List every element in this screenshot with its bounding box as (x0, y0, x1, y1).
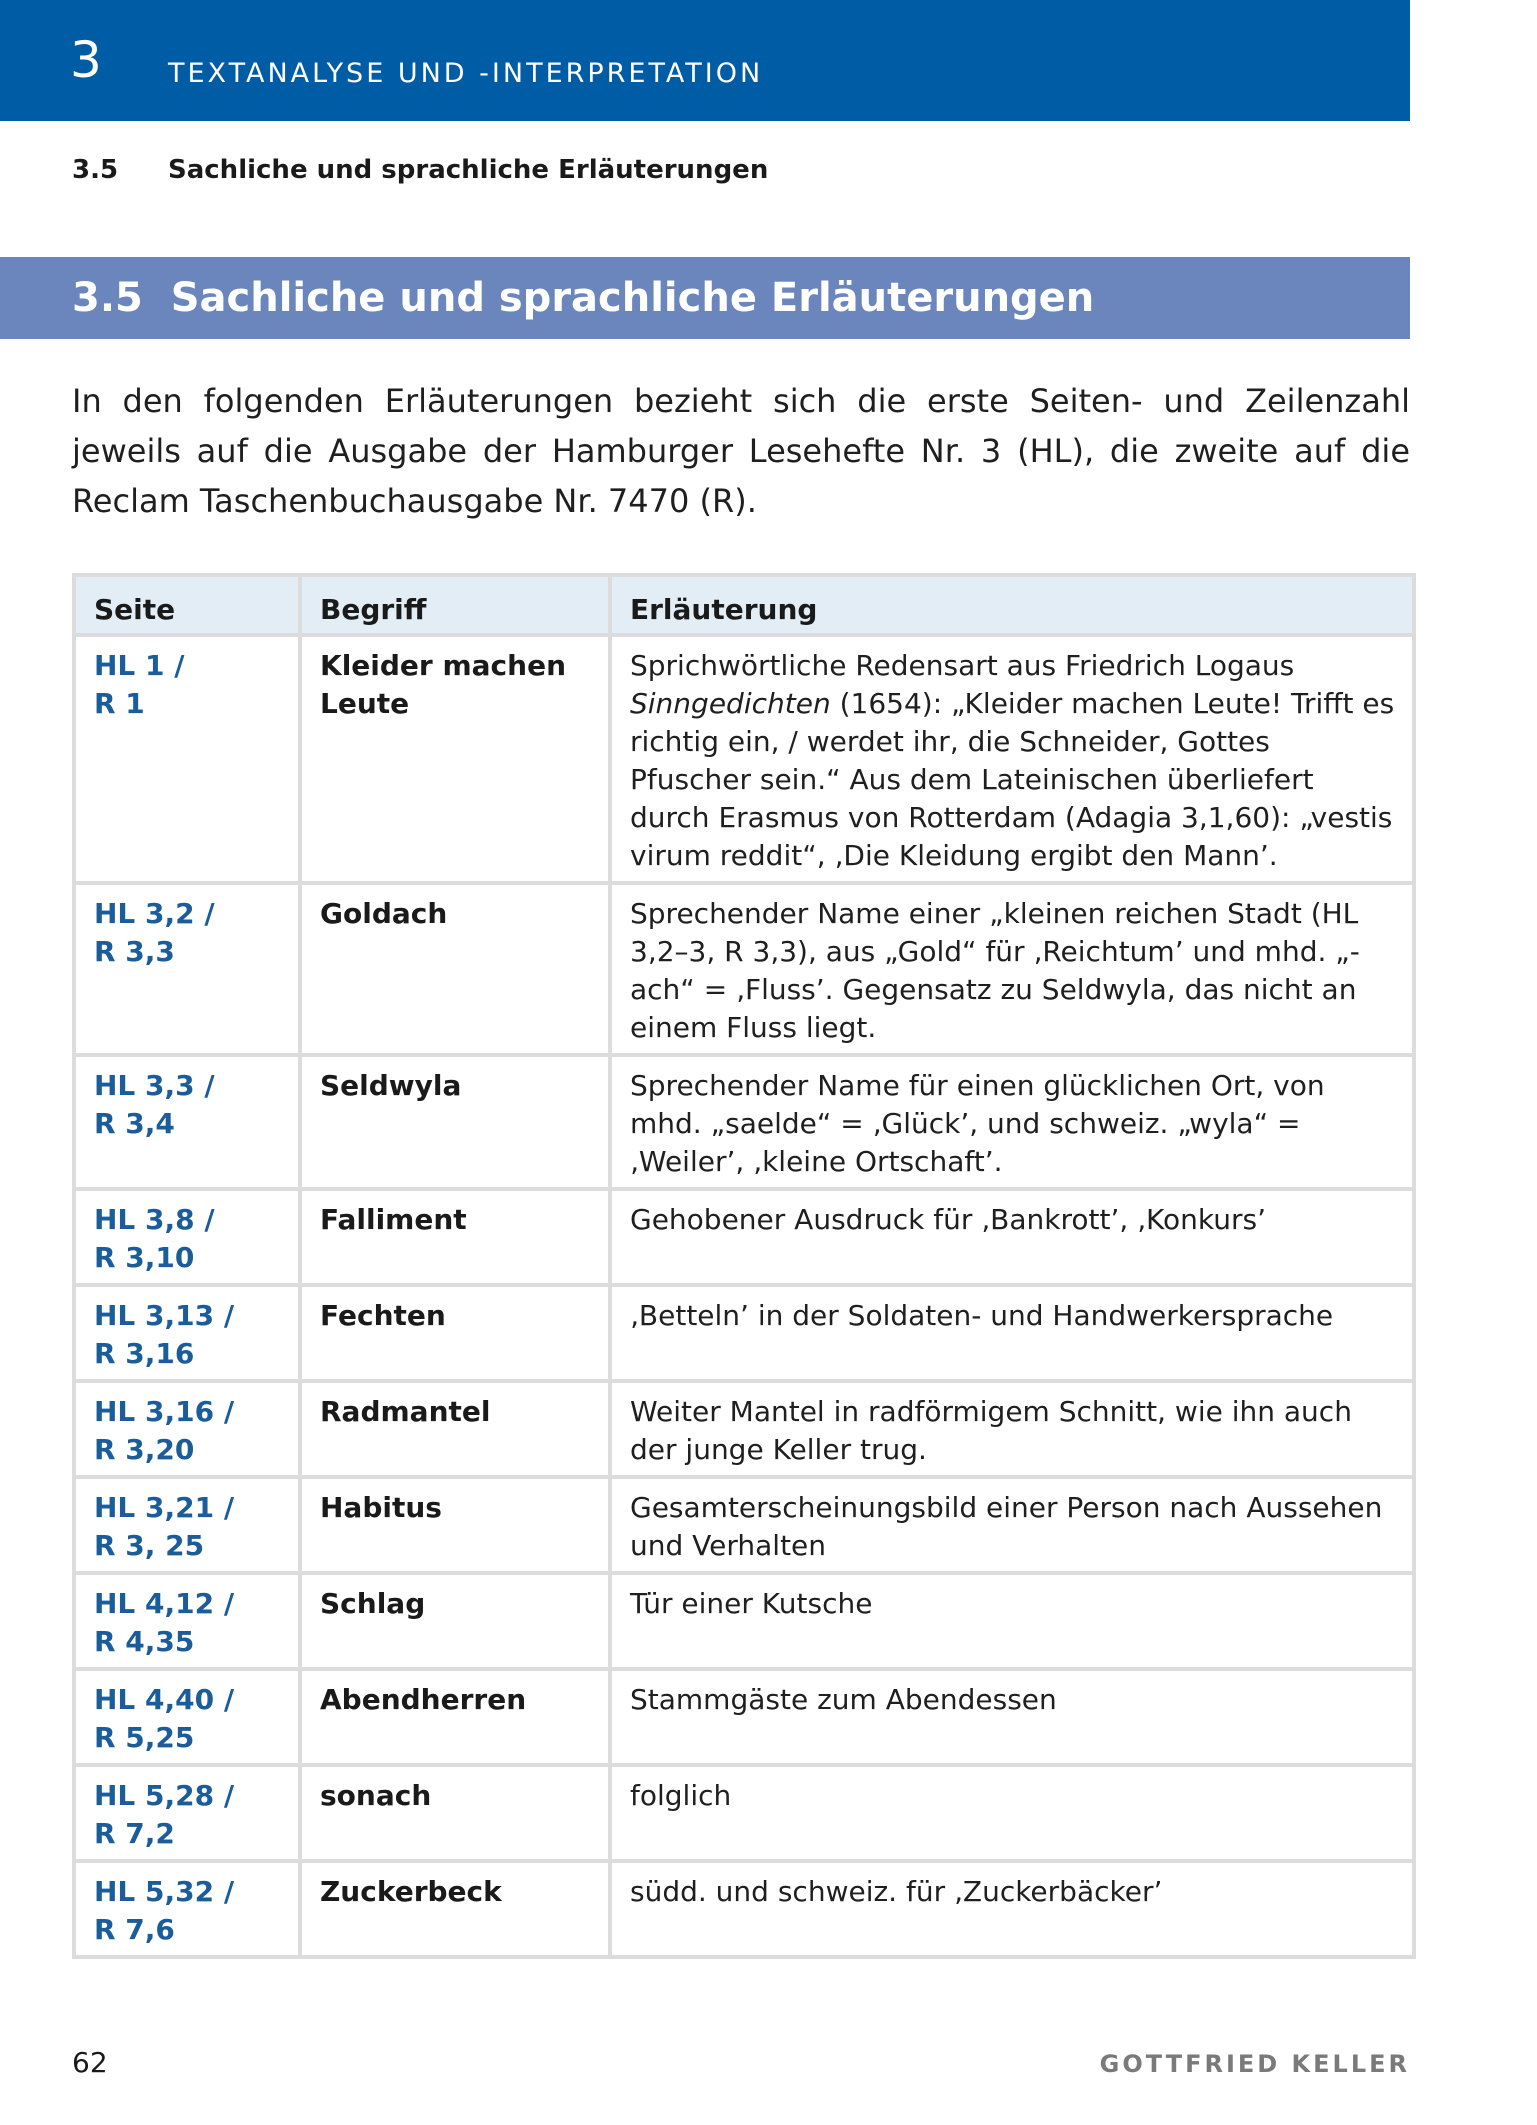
page-ref-cell (74, 1381, 300, 1477)
page-ref-cell (74, 1477, 300, 1573)
explanation-cell: Tür einer Kutsche (610, 1573, 1414, 1669)
term-cell: Schlag (300, 1573, 610, 1669)
page-ref-cell (74, 1189, 300, 1285)
explanation-cell: ‚Betteln’ in der Soldaten- und Handwerkersprache (610, 1285, 1414, 1381)
page-ref-r: R 3,16 (94, 1337, 195, 1370)
page-ref-cell (74, 1055, 300, 1189)
explanation-italic-title: Sinngedichten (630, 687, 831, 720)
page-ref-hl: HL 1 / (94, 649, 185, 682)
page-ref-r: R 5,25 (94, 1721, 195, 1754)
page-ref-cell (74, 1669, 300, 1765)
page-ref-r: R 1 (94, 687, 145, 720)
page-ref-r: R 4,35 (94, 1625, 195, 1658)
explanation-cell (610, 635, 1414, 883)
column-header-begriff: Begriff (300, 575, 610, 635)
term-cell: Habitus (300, 1477, 610, 1573)
table-row (74, 1189, 1414, 1285)
term-cell: sonach (300, 1765, 610, 1861)
page-ref-cell (74, 1861, 300, 1957)
page-ref-cell (74, 1285, 300, 1381)
page-ref-hl: HL 5,28 / (94, 1779, 235, 1812)
page-ref-cell (74, 1573, 300, 1669)
term-cell: Zuckerbeck (300, 1861, 610, 1957)
table-row (74, 1055, 1414, 1189)
table-row (74, 1573, 1414, 1669)
page-ref-r: R 3,20 (94, 1433, 195, 1466)
explanation-cell: südd. und schweiz. für ‚Zuckerbäcker’ (610, 1861, 1414, 1957)
page-number: 62 (72, 2046, 108, 2079)
chapter-title: TEXTANALYSE UND -INTERPRETATION (168, 58, 764, 89)
page-ref-r: R 3,4 (94, 1107, 175, 1140)
running-head (72, 152, 768, 188)
column-header-erlaeuterung: Erläuterung (610, 575, 1414, 635)
page-ref-r: R 7,6 (94, 1913, 175, 1946)
explanation-cell: folglich (610, 1765, 1414, 1861)
page-ref-hl: HL 5,32 / (94, 1875, 235, 1908)
explanation-cell: Gesamterscheinungsbild einer Person nach Aussehen und Verhalten (610, 1477, 1414, 1573)
page-ref-r: R 3,3 (94, 935, 175, 968)
explanation-text: Sprichwörtliche Redensart aus Friedrich Logaus (630, 649, 1295, 682)
page-ref-cell (74, 635, 300, 883)
intro-paragraph: In den folgenden Erläuterungen bezieht sich die erste Seiten- und Zeilenzahl jeweils auf die Ausgabe der Hamburger Lesehefte Nr. 3 (HL), die zweite auf die Reclam Taschenbuchausgabe Nr. 7470 (R). (72, 382, 1410, 520)
page-ref-cell (74, 883, 300, 1055)
term-cell: Falliment (300, 1189, 610, 1285)
page-ref-cell (74, 1765, 300, 1861)
table-row (74, 1381, 1414, 1477)
column-header-seite: Seite (74, 575, 300, 635)
table-row (74, 883, 1414, 1055)
page-ref-r: R 7,2 (94, 1817, 175, 1850)
term-cell: Radmantel (300, 1381, 610, 1477)
explanation-cell: Sprechender Name einer „kleinen reichen Stadt (HL 3,2–3, R 3,3), aus „Gold“ für ‚Reichtum’ und mhd. „-ach“ = ‚Fluss’. Gegensatz zu Seldwyla, das nicht an einem Fluss liegt. (610, 883, 1414, 1055)
page-ref-hl: HL 3,16 / (94, 1395, 235, 1428)
term-cell: Abendherren (300, 1669, 610, 1765)
explanation-text-continued: (1654): „Kleider machen Leute! Trifft es richtig ein, / werdet ihr, die Schneider, Gottes Pfuscher sein.“ Aus dem Lateinischen überliefert durch Erasmus von Rotterdam (Adagia 3,1,60): „vestis virum reddit“, ‚Die Kleidung ergibt den Mann’. (630, 687, 1395, 872)
term-cell: Kleider machen Leute (300, 635, 610, 883)
page-ref-hl: HL 3,3 / (94, 1069, 215, 1102)
explanation-cell: Weiter Mantel in radförmigem Schnitt, wie ihn auch der junge Keller trug. (610, 1381, 1414, 1477)
page-ref-hl: HL 3,21 / (94, 1491, 235, 1524)
term-cell: Fechten (300, 1285, 610, 1381)
term-cell: Goldach (300, 883, 610, 1055)
glossary-table (72, 573, 1416, 1959)
table-row (74, 1669, 1414, 1765)
page-ref-hl: HL 3,13 / (94, 1299, 235, 1332)
term-cell: Seldwyla (300, 1055, 610, 1189)
page-ref-hl: HL 3,2 / (94, 897, 215, 930)
page-ref-hl: HL 3,8 / (94, 1203, 215, 1236)
explanation-cell: Stammgäste zum Abendessen (610, 1669, 1414, 1765)
table-row (74, 1765, 1414, 1861)
running-head-title: Sachliche und sprachliche Erläuterungen (168, 155, 769, 185)
explanation-cell: Gehobener Ausdruck für ‚Bankrott’, ‚Konkurs’ (610, 1189, 1414, 1285)
table-row (74, 1285, 1414, 1381)
table-body (74, 635, 1414, 1957)
footer-author: GOTTFRIED KELLER (1099, 2050, 1410, 2078)
page-ref-r: R 3, 25 (94, 1529, 205, 1562)
page-ref-hl: HL 4,12 / (94, 1587, 235, 1620)
table-row (74, 1477, 1414, 1573)
page-ref-hl: HL 4,40 / (94, 1683, 235, 1716)
section-title: 3.5 Sachliche und sprachliche Erläuterungen (72, 275, 1095, 321)
table-header-row (74, 575, 1414, 635)
running-head-number: 3.5 (72, 155, 119, 185)
page-ref-r: R 3,10 (94, 1241, 195, 1274)
chapter-number: 3 (70, 31, 102, 89)
table-row (74, 635, 1414, 883)
table-row (74, 1861, 1414, 1957)
explanation-cell: Sprechender Name für einen glücklichen Ort, von mhd. „saelde“ = ‚Glück’, und schweiz. „wyla“ = ‚Weiler’, ‚kleine Ortschaft’. (610, 1055, 1414, 1189)
